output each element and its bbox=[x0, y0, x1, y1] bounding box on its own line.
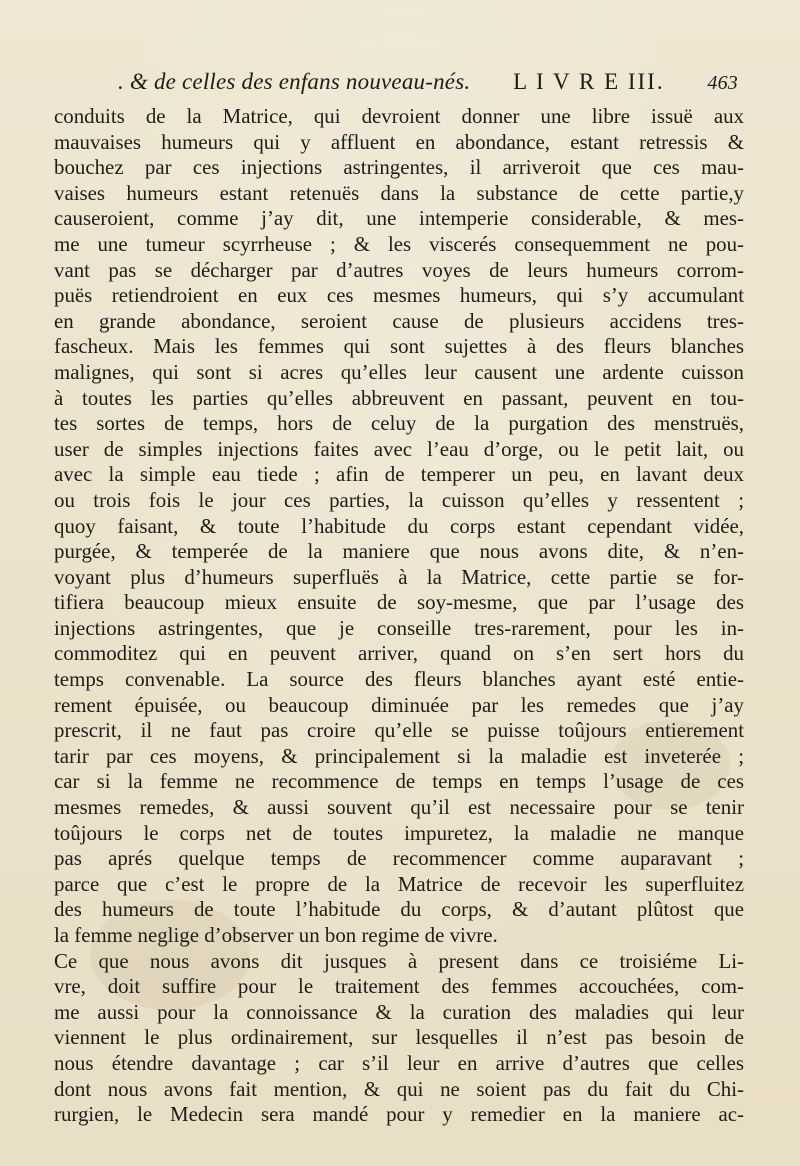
text-line: car si la femme ne recommence de temps en temps l’usage de ces bbox=[54, 769, 744, 794]
text-line: dont nous avons fait mention, & qui ne soient pas du fait du Chi- bbox=[54, 1076, 744, 1101]
text-line: nous étendre davantage ; car s’il leur en arrive d’autres que celles bbox=[54, 1050, 744, 1075]
text-line: me aussi pour la connoissance & la curation des maladies qui leur bbox=[54, 999, 744, 1024]
text-line: puës retiendroient en eux ces mesmes humeurs, qui s’y accumulant bbox=[54, 283, 744, 308]
text-line: fascheux. Mais les femmes qui sont sujettes à des fleurs blanches bbox=[54, 334, 744, 359]
text-line: mauvaises humeurs qui y affluent en abondance, estant retressis & bbox=[54, 129, 744, 154]
text-line: parce que c’est le propre de la Matrice de recevoir les superfluitez bbox=[54, 871, 744, 896]
text-line: vre, doit suffire pour le traitement des femmes accouchées, com- bbox=[54, 974, 744, 999]
text-line: malignes, qui sont si acres qu’elles leur causent une ardente cuisson bbox=[54, 359, 744, 384]
text-line: des humeurs de toute l’habitude du corps, & d’autant plûtost que bbox=[54, 897, 744, 922]
text-line: rement épuisée, ou beaucoup diminuée par les remedes que j’ay bbox=[54, 692, 744, 717]
running-head-book: L I V R E III. bbox=[513, 69, 665, 94]
text-line: vant pas se décharger par d’autres voyes de leurs humeurs corrom- bbox=[54, 257, 744, 282]
text-line: à toutes les parties qu’elles abbreuvent en passant, peuvent en tou- bbox=[54, 385, 744, 410]
text-line: en grande abondance, seroient cause de plusieurs accidens tres- bbox=[54, 308, 744, 333]
text-line: quoy faisant, & toute l’habitude du corps estant cependant vidée, bbox=[54, 513, 744, 538]
page-number: 463 bbox=[707, 72, 738, 94]
text-line: la femme neglige d’observer un bon regime de vivre. bbox=[54, 923, 498, 947]
text-line: causeroient, comme j’ay dit, une intemperie considerable, & mes- bbox=[54, 206, 744, 231]
text-line: mesmes remedes, & aussi souvent qu’il est necessaire pour se tenir bbox=[54, 795, 744, 820]
text-line: conduits de la Matrice, qui devroient donner une libre issuë aux bbox=[54, 104, 744, 128]
text-line: tifiera beaucoup mieux ensuite de soy-mesme, que par l’usage des bbox=[54, 590, 744, 615]
text-line: bouchez par ces injections astringentes, il arriveroit que ces mau- bbox=[54, 155, 744, 180]
text-line: rurgien, le Medecin sera mandé pour y remedier en la maniere ac- bbox=[54, 1102, 744, 1127]
text-line: temps convenable. La source des fleurs blanches ayant esté entie- bbox=[54, 667, 744, 692]
running-head bbox=[118, 70, 738, 100]
text-line: Ce que nous avons dit jusques à present dans ce troisiéme Li- bbox=[54, 948, 744, 973]
body-text bbox=[54, 104, 744, 1128]
text-line: purgée, & temperée de la maniere que nous avons dite, & n’en- bbox=[54, 539, 744, 564]
text-line: viennent le plus ordinairement, sur lesquelles il n’est pas besoin de bbox=[54, 1025, 744, 1050]
text-line: vaises humeurs estant retenuës dans la substance de cette partie,y bbox=[54, 180, 744, 205]
text-line: tes sortes de temps, hors de celuy de la purgation des menstruës, bbox=[54, 411, 744, 436]
text-line: me une tumeur scyrrheuse ; & les viscerés consequemment ne pou- bbox=[54, 231, 744, 256]
text-line: injections astringentes, que je conseille tres-rarement, pour les in- bbox=[54, 615, 744, 640]
text-line: commoditez qui en peuvent arriver, quand on s’en sert hors du bbox=[54, 641, 744, 666]
text-line: voyant plus d’humeurs superfluës à la Matrice, cette partie se for- bbox=[54, 564, 744, 589]
text-line: prescrit, il ne faut pas croire qu’elle se puisse toûjours entierement bbox=[54, 718, 744, 743]
text-line: pas aprés quelque temps de recommencer comme auparavant ; bbox=[54, 846, 744, 871]
text-line: avec la simple eau tiede ; afin de temperer un peu, en lavant deux bbox=[54, 462, 744, 487]
running-head-title: . & de celles des enfans nouveau-nés. bbox=[118, 69, 471, 94]
text-line: ou trois fois le jour ces parties, la cuisson qu’elles y ressentent ; bbox=[54, 487, 744, 512]
text-line: toûjours le corps net de toutes impuretez, la maladie ne manque bbox=[54, 820, 744, 845]
text-line: tarir par ces moyens, & principalement si la maladie est inveterée ; bbox=[54, 743, 744, 768]
text-line: user de simples injections faites avec l’eau d’orge, ou le petit lait, ou bbox=[54, 436, 744, 461]
